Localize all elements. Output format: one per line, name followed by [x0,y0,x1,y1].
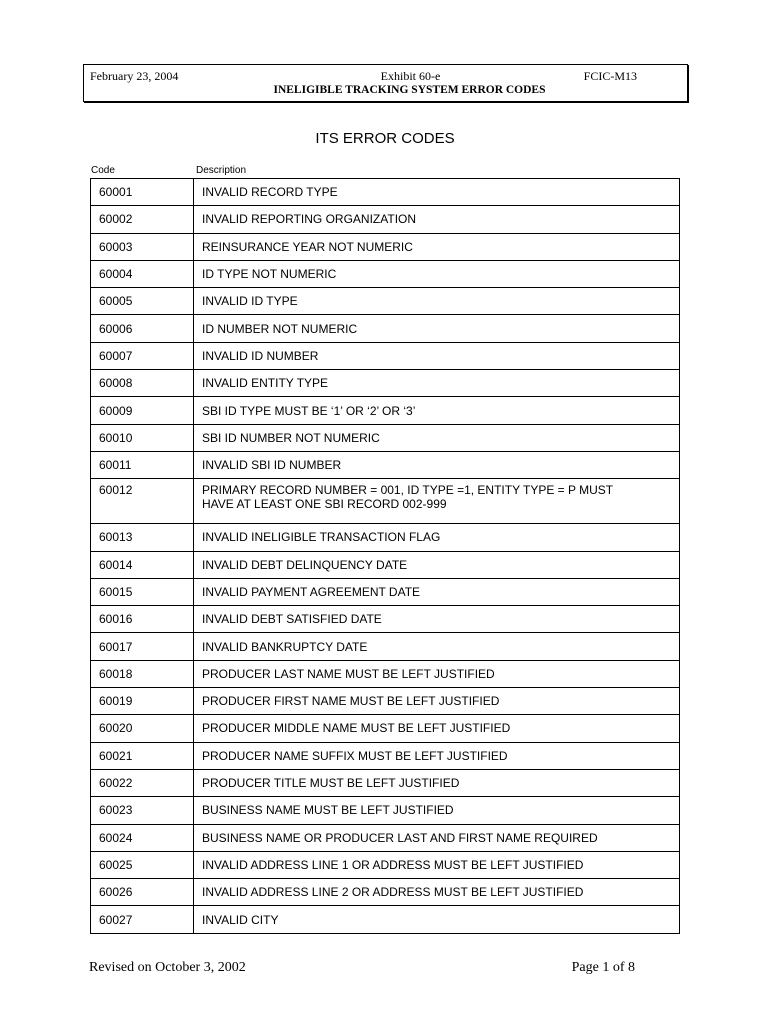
error-description-cell: BUSINESS NAME MUST BE LEFT JUSTIFIED [194,797,680,824]
header-title: INELIGIBLE TRACKING SYSTEM ERROR CODES [273,84,546,96]
error-code-cell: 60001 [91,179,194,206]
error-code-cell: 60005 [91,288,194,315]
error-description-cell: INVALID ADDRESS LINE 1 OR ADDRESS MUST BE LEFT JUSTIFIED [194,851,680,878]
table-row [91,660,680,687]
table-row [91,906,680,933]
error-description-cell: INVALID ID TYPE [194,288,680,315]
footer-page-number: Page 1 of 8 [571,960,635,975]
error-description-cell: PRODUCER TITLE MUST BE LEFT JUSTIFIED [194,769,680,796]
column-header-description: Description [196,165,247,176]
document-header [83,64,688,102]
table-row [91,260,680,287]
error-code-cell: 60027 [91,906,194,933]
error-code-cell: 60016 [91,606,194,633]
error-description-line: PRIMARY RECORD NUMBER = 001, ID TYPE =1, ENTITY TYPE = P MUST [202,483,614,498]
error-code-cell: 60024 [91,824,194,851]
table-row [91,633,680,660]
error-code-cell: 60010 [91,424,194,451]
error-code-cell: 60011 [91,451,194,478]
error-code-cell: 60022 [91,769,194,796]
error-description-cell: PRODUCER LAST NAME MUST BE LEFT JUSTIFIED [194,660,680,687]
table-row [91,179,680,206]
table-row [91,342,680,369]
table-row [91,797,680,824]
footer-revised-date: Revised on October 3, 2002 [89,960,246,975]
table-row [91,824,680,851]
error-description-cell: SBI ID TYPE MUST BE ‘1’ OR ‘2’ OR ‘3’ [194,397,680,424]
error-description-cell: INVALID INELIGIBLE TRANSACTION FLAG [194,524,680,551]
error-code-cell: 60015 [91,578,194,605]
error-code-cell: 60019 [91,688,194,715]
header-form-number: FCIC-M13 [583,69,637,83]
error-code-cell: 60021 [91,742,194,769]
error-description-cell: INVALID SBI ID NUMBER [194,451,680,478]
table-row [91,769,680,796]
error-description-cell: ID NUMBER NOT NUMERIC [194,315,680,342]
column-header-code: Code [91,165,115,176]
error-description-cell: PRODUCER MIDDLE NAME MUST BE LEFT JUSTIFIED [194,715,680,742]
error-description-cell: SBI ID NUMBER NOT NUMERIC [194,424,680,451]
error-description-cell: INVALID DEBT DELINQUENCY DATE [194,551,680,578]
table-row [91,479,680,524]
error-code-cell: 60006 [91,315,194,342]
table-row [91,551,680,578]
error-code-cell: 60018 [91,660,194,687]
error-description-cell [194,479,680,524]
error-description-cell: INVALID ID NUMBER [194,342,680,369]
table-row [91,851,680,878]
error-description-cell: ID TYPE NOT NUMERIC [194,260,680,287]
error-code-cell: 60004 [91,260,194,287]
error-code-cell: 60020 [91,715,194,742]
error-code-cell: 60007 [91,342,194,369]
header-exhibit: Exhibit 60-e [380,69,441,83]
error-code-cell: 60003 [91,233,194,260]
table-row [91,715,680,742]
error-codes-table [90,178,680,934]
error-code-cell: 60009 [91,397,194,424]
table-row [91,397,680,424]
table-row [91,315,680,342]
error-code-cell: 60014 [91,551,194,578]
error-description-cell: INVALID RECORD TYPE [194,179,680,206]
table-row [91,206,680,233]
error-description-cell: INVALID CITY [194,906,680,933]
error-description-cell: INVALID REPORTING ORGANIZATION [194,206,680,233]
table-row [91,742,680,769]
table-row [91,578,680,605]
error-code-cell: 60026 [91,879,194,906]
error-description-cell: INVALID DEBT SATISFIED DATE [194,606,680,633]
error-codes-table-body [91,179,680,934]
error-code-cell: 60025 [91,851,194,878]
table-row [91,688,680,715]
error-code-cell: 60013 [91,524,194,551]
error-description-cell: BUSINESS NAME OR PRODUCER LAST AND FIRST NAME REQUIRED [194,824,680,851]
error-description-cell: INVALID ENTITY TYPE [194,370,680,397]
table-row [91,451,680,478]
table-row [91,524,680,551]
table-row [91,288,680,315]
table-row [91,233,680,260]
error-code-cell: 60017 [91,633,194,660]
error-description-cell: INVALID PAYMENT AGREEMENT DATE [194,578,680,605]
error-description-cell: INVALID ADDRESS LINE 2 OR ADDRESS MUST BE LEFT JUSTIFIED [194,879,680,906]
error-description-cell: PRODUCER NAME SUFFIX MUST BE LEFT JUSTIFIED [194,742,680,769]
error-description-line: HAVE AT LEAST ONE SBI RECORD 002-999 [202,497,447,512]
error-code-cell: 60023 [91,797,194,824]
error-code-cell: 60012 [91,479,194,524]
error-description-cell: PRODUCER FIRST NAME MUST BE LEFT JUSTIFIED [194,688,680,715]
table-row [91,424,680,451]
page-title: ITS ERROR CODES [315,130,455,147]
table-row [91,370,680,397]
error-description-cell: INVALID BANKRUPTCY DATE [194,633,680,660]
error-code-cell: 60002 [91,206,194,233]
table-row [91,606,680,633]
error-description-cell: REINSURANCE YEAR NOT NUMERIC [194,233,680,260]
error-code-cell: 60008 [91,370,194,397]
table-row [91,879,680,906]
header-date: February 23, 2004 [90,69,179,83]
